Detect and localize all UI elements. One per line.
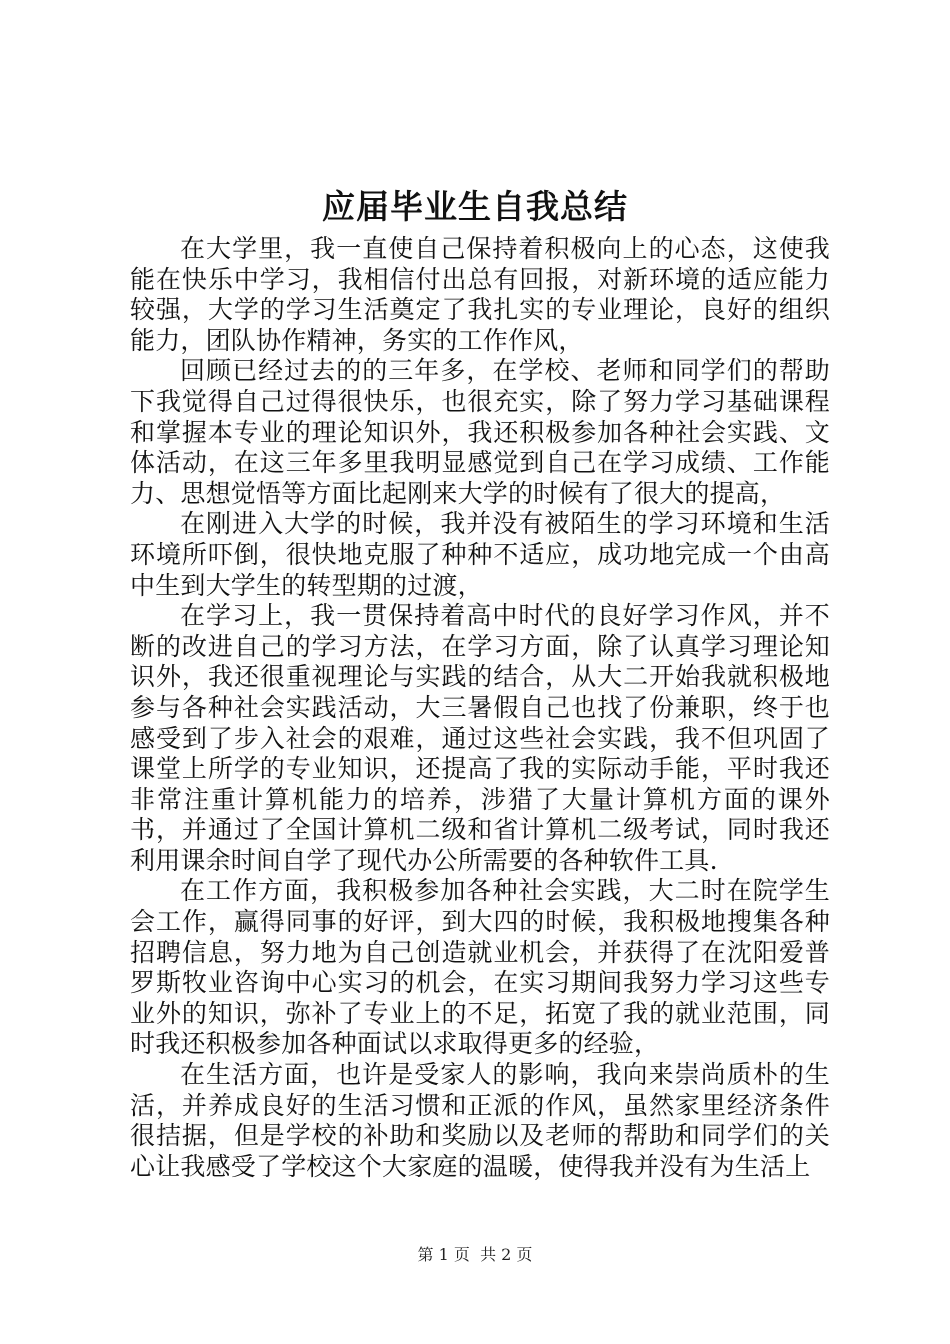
page-total: 共 2 页 — [480, 1245, 533, 1264]
document-body — [130, 234, 830, 1182]
paragraph: 在工作方面，我积极参加各种社会实践，大二时在院学生会工作，赢得同事的好评，到大四的时候，我积极地搜集各种招聘信息，努力地为自己创造就业机会，并获得了在沈阳爱普罗斯牧业咨询中心实习的机会，在实习期间我努力学习这些专业外的知识，弥补了专业上的不足，拓宽了我的就业范围，同时我还积极参加各种面试以求取得更多的经验， — [130, 876, 830, 1059]
page-footer — [0, 1244, 950, 1266]
paragraph: 在生活方面，也许是受家人的影响，我向来崇尚质朴的生活，并养成良好的生活习惯和正派的作风，虽然家里经济条件很拮据，但是学校的补助和奖励以及老师的帮助和同学们的关心让我感受了学校这个大家庭的温暖，使得我并没有为生活上 — [130, 1060, 830, 1181]
page-number: 第 1 页 — [417, 1245, 470, 1264]
paragraph: 回顾已经过去的的三年多，在学校、老师和同学们的帮助下我觉得自己过得很快乐，也很充实，除了努力学习基础课程和掌握本专业的理论知识外，我还积极参加各种社会实践、文体活动，在这三年多里我明显感觉到自己在学习成绩、工作能力、思想觉悟等方面比起刚来大学的时候有了很大的提高， — [130, 356, 830, 508]
paragraph: 在刚进入大学的时候，我并没有被陌生的学习环境和生活环境所吓倒，很快地克服了种种不适应，成功地完成一个由高中生到大学生的转型期的过渡， — [130, 509, 830, 600]
paragraph: 在学习上，我一贯保持着高中时代的良好学习作风，并不断的改进自己的学习方法，在学习方面，除了认真学习理论知识外，我还很重视理论与实践的结合，从大二开始我就积极地参与各种社会实践活动，大三暑假自己也找了份兼职，终于也感受到了步入社会的艰难，通过这些社会实践，我不但巩固了课堂上所学的专业知识，还提高了我的实际动手能，平时我还非常注重计算机能力的培养，涉猎了大量计算机方面的课外书，并通过了全国计算机二级和省计算机二级考试，同时我还利用课余时间自学了现代办公所需要的各种软件工具. — [130, 601, 830, 875]
document-title: 应届毕业生自我总结 — [322, 187, 628, 226]
paragraph: 在大学里，我一直使自己保持着积极向上的心态，这使我能在快乐中学习，我相信付出总有回报，对新环境的适应能力较强，大学的学习生活奠定了我扎实的专业理论，良好的组织能力，团队协作精神，务实的工作作风， — [130, 234, 830, 355]
